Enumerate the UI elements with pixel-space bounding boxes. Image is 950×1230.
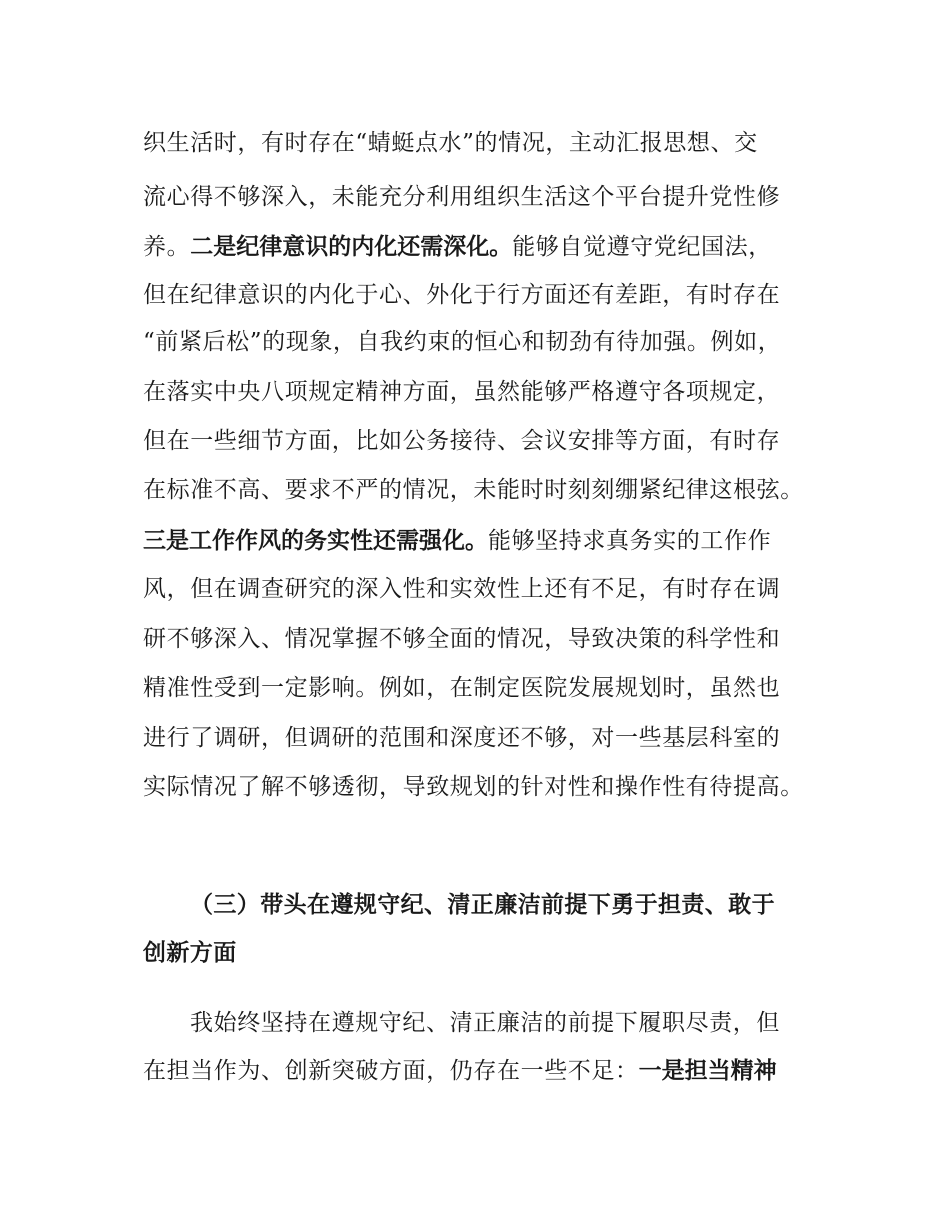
body-text-line: 在标准不高、要求不严的情况，未能时时刻刻绷紧纪律这根弦。	[143, 477, 804, 503]
body-text-line: 风，但在调查研究的深入性和实效性上还有不足，有时存在调	[143, 576, 781, 602]
body-text: 在担当作为、创新突破方面，仍存在一些不足：	[143, 1058, 639, 1084]
body-text: 养。	[143, 234, 191, 260]
bold-point-heading: 一是担当精神	[638, 1058, 777, 1084]
body-text-line	[143, 232, 833, 262]
body-text-line: 流心得不够深入，未能充分利用组织生活这个平台提升党性修	[143, 184, 781, 210]
body-text-line: 实际情况了解不够透彻，导致规划的针对性和操作性有待提高。	[143, 774, 804, 800]
bold-point-heading: 三是工作作风的务实性还需强化。	[143, 528, 488, 554]
body-text-line: 但在纪律意识的内化于心、外化于行方面还有差距，有时存在	[143, 282, 781, 308]
body-text-line: 我始终坚持在遵规守纪、清正廉洁的前提下履职尽责，但	[190, 1010, 780, 1036]
section-heading: （三）带头在遵规守纪、清正廉洁前提下勇于担责、敢于	[190, 892, 775, 918]
body-text-line: 研不够深入、情况掌握不够全面的情况，导致决策的科学性和	[143, 626, 781, 652]
body-text-line: 在落实中央八项规定精神方面，虽然能够严格遵守各项规定，	[143, 379, 781, 405]
body-text-line: 进行了调研，但调研的范围和深度还不够，对一些基层科室的	[143, 725, 781, 751]
body-text-line: 织生活时，有时存在“蜻蜓点水”的情况，主动汇报思想、交	[143, 130, 758, 156]
body-text-line	[143, 1056, 833, 1086]
body-text-line	[143, 526, 833, 556]
body-text: 能够自觉遵守党纪国法，	[512, 234, 772, 260]
body-text: 能够坚持求真务实的工作作	[488, 528, 772, 554]
body-text-line: “前紧后松”的现象，自我约束的恒心和韧劲有待加强。例如，	[143, 329, 782, 355]
section-heading: 创新方面	[143, 940, 237, 966]
body-text-line: 但在一些细节方面，比如公务接待、会议安排等方面，有时存	[143, 428, 781, 454]
bold-point-heading: 二是纪律意识的内化还需深化。	[190, 234, 513, 260]
body-text-line: 精准性受到一定影响。例如，在制定医院发展规划时，虽然也	[143, 675, 781, 701]
